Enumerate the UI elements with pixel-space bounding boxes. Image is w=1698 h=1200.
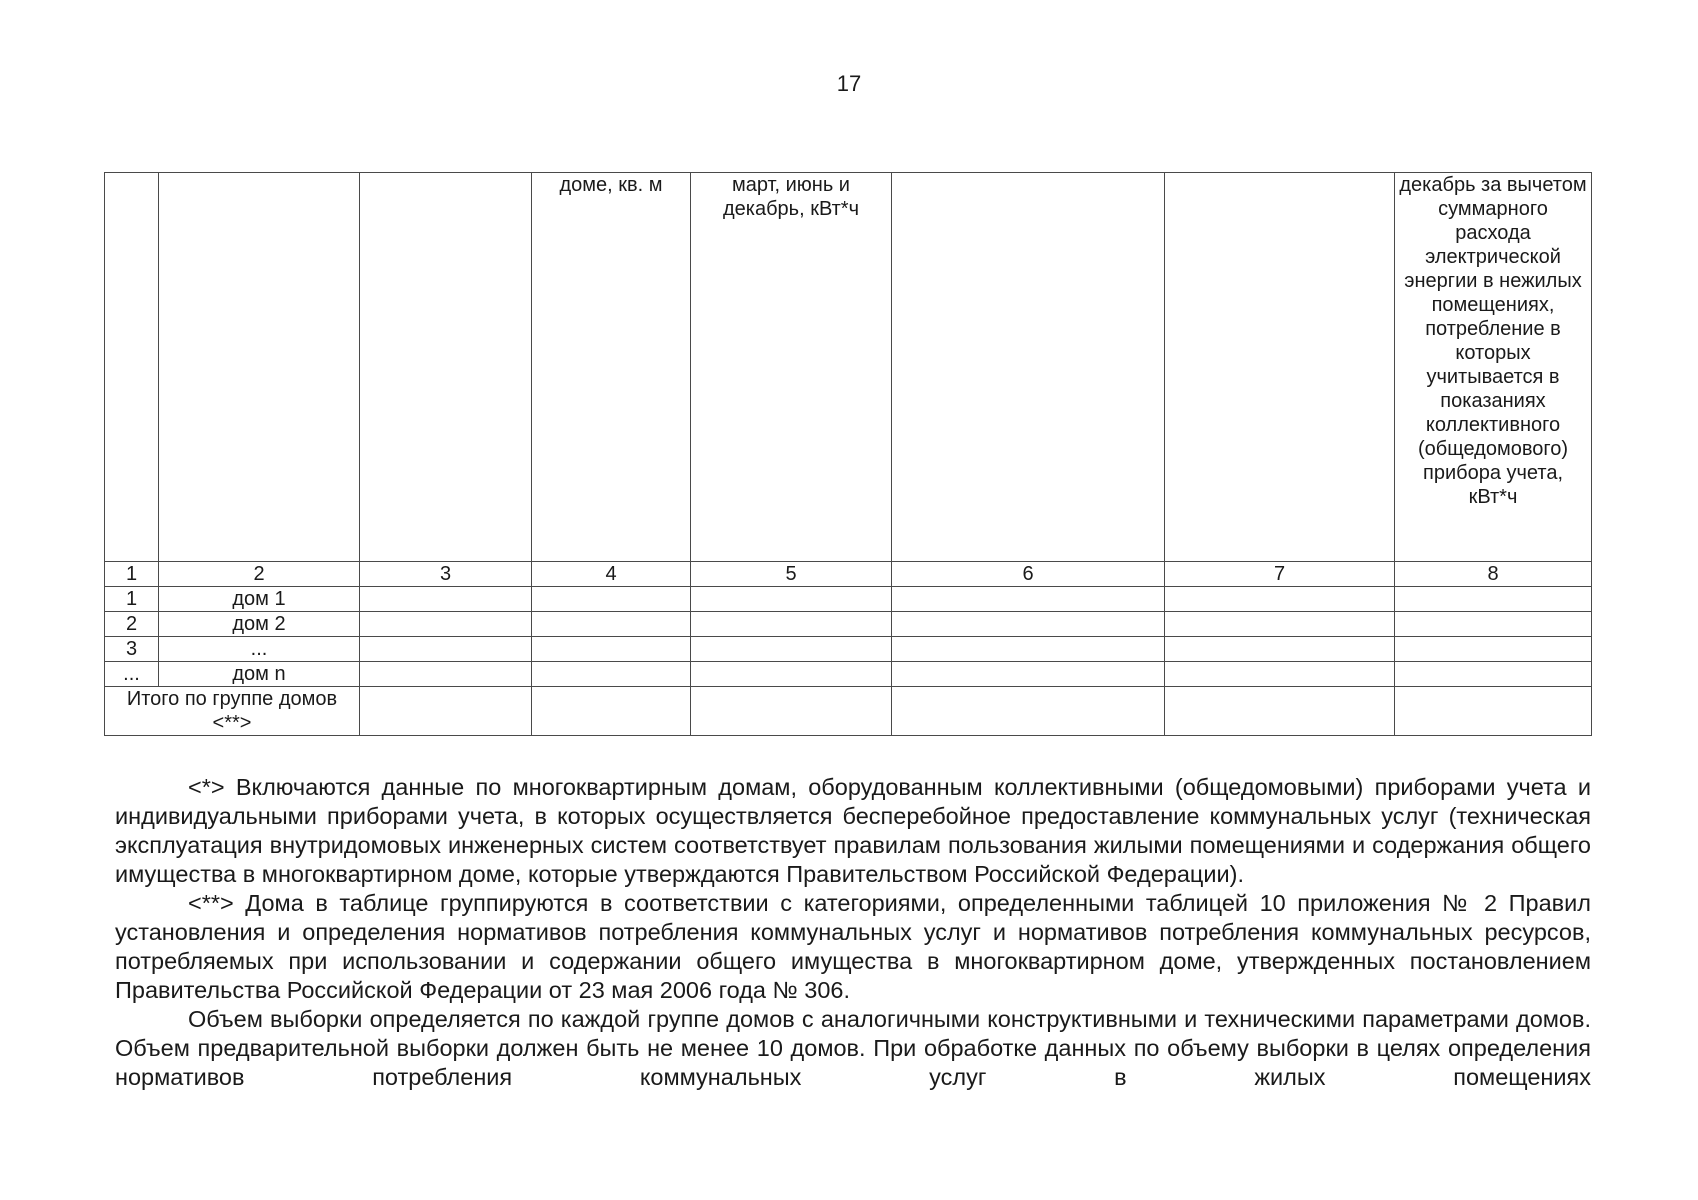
row-number: ... [105,662,159,687]
header-cell [892,173,1165,562]
column-number: 1 [105,562,159,587]
empty-cell [360,612,532,637]
empty-cell [691,662,892,687]
header-cell [360,173,532,562]
row-number: 3 [105,637,159,662]
empty-cell [892,587,1165,612]
empty-cell [1165,687,1395,736]
empty-cell [1395,662,1592,687]
row-number: 2 [105,612,159,637]
page-number: 17 [836,71,862,96]
empty-cell [892,662,1165,687]
column-number: 8 [1395,562,1592,587]
row-number: 1 [105,587,159,612]
empty-cell [892,637,1165,662]
column-number: 2 [159,562,360,587]
empty-cell [1165,587,1395,612]
empty-cell [1395,687,1592,736]
house-name: дом n [159,662,360,687]
table-row [105,637,1592,662]
column-number-row [105,562,1592,587]
column-number: 6 [892,562,1165,587]
empty-cell [1165,637,1395,662]
empty-cell [691,687,892,736]
empty-cell [360,662,532,687]
house-name: дом 1 [159,587,360,612]
table-row [105,587,1592,612]
empty-cell [691,637,892,662]
header-cell: март, июнь и декабрь, кВт*ч [691,173,892,562]
header-cell [105,173,159,562]
column-number: 3 [360,562,532,587]
empty-cell [691,587,892,612]
header-cell: декабрь за вычетом суммарного расхода электрической энергии в нежилых помещениях, потребление в которых учитывается в показаниях коллективного (общедомового) прибора учета, кВт*ч [1395,173,1592,562]
header-cell [1165,173,1395,562]
empty-cell [1395,637,1592,662]
empty-cell [892,612,1165,637]
sample-size-paragraph: Объем выборки определяется по каждой группе домов с аналогичными конструктивными и техническими параметрами домов. Объем предварительной выборки должен быть не менее 10 домов. При обработке данных по объему выборки в целях определения нормативов потребления коммунальных услуг в жилых помещениях [115,1006,1591,1090]
empty-cell [691,612,892,637]
table-row [105,612,1592,637]
empty-cell [360,687,532,736]
empty-cell [1395,612,1592,637]
table-row [105,662,1592,687]
table-header-row [105,173,1592,562]
total-label: Итого по группе домов <**> [105,687,360,736]
empty-cell [532,612,691,637]
empty-cell [1165,662,1395,687]
column-number: 4 [532,562,691,587]
header-cell [159,173,360,562]
empty-cell [532,587,691,612]
header-cell: доме, кв. м [532,173,691,562]
empty-cell [360,637,532,662]
column-number: 5 [691,562,892,587]
empty-cell [1395,587,1592,612]
footnotes [115,773,1591,1092]
house-name: дом 2 [159,612,360,637]
footnote-single-asterisk: <*> Включаются данные по многоквартирным домам, оборудованным коллективными (общедомовыми) приборами учета и индивидуальными приборами учета, в которых осуществляется бесперебойное предоставление коммунальных услуг (техническая эксплуатация внутридомовых инженерных систем соответствует правилам пользования жилыми помещениями и содержания общего имущества в многоквартирном доме, которые утверждаются Правительством Российской Федерации). [115,774,1591,887]
empty-cell [532,687,691,736]
empty-cell [532,637,691,662]
empty-cell [532,662,691,687]
empty-cell [1165,612,1395,637]
house-name: ... [159,637,360,662]
column-number: 7 [1165,562,1395,587]
footnote-double-asterisk: <**> Дома в таблице группируются в соответствии с категориями, определенными таблицей 10 приложения № 2 Правил установления и определения нормативов потребления коммунальных услуг и нормативов потребления коммунальных ресурсов, потребляемых при использовании и содержании общего имущества в многоквартирном доме, утвержденных постановлением Правительства Российской Федерации от 23 мая 2006 года № 306. [115,890,1591,1003]
data-table [104,172,1592,736]
empty-cell [360,587,532,612]
total-row [105,687,1592,736]
empty-cell [892,687,1165,736]
